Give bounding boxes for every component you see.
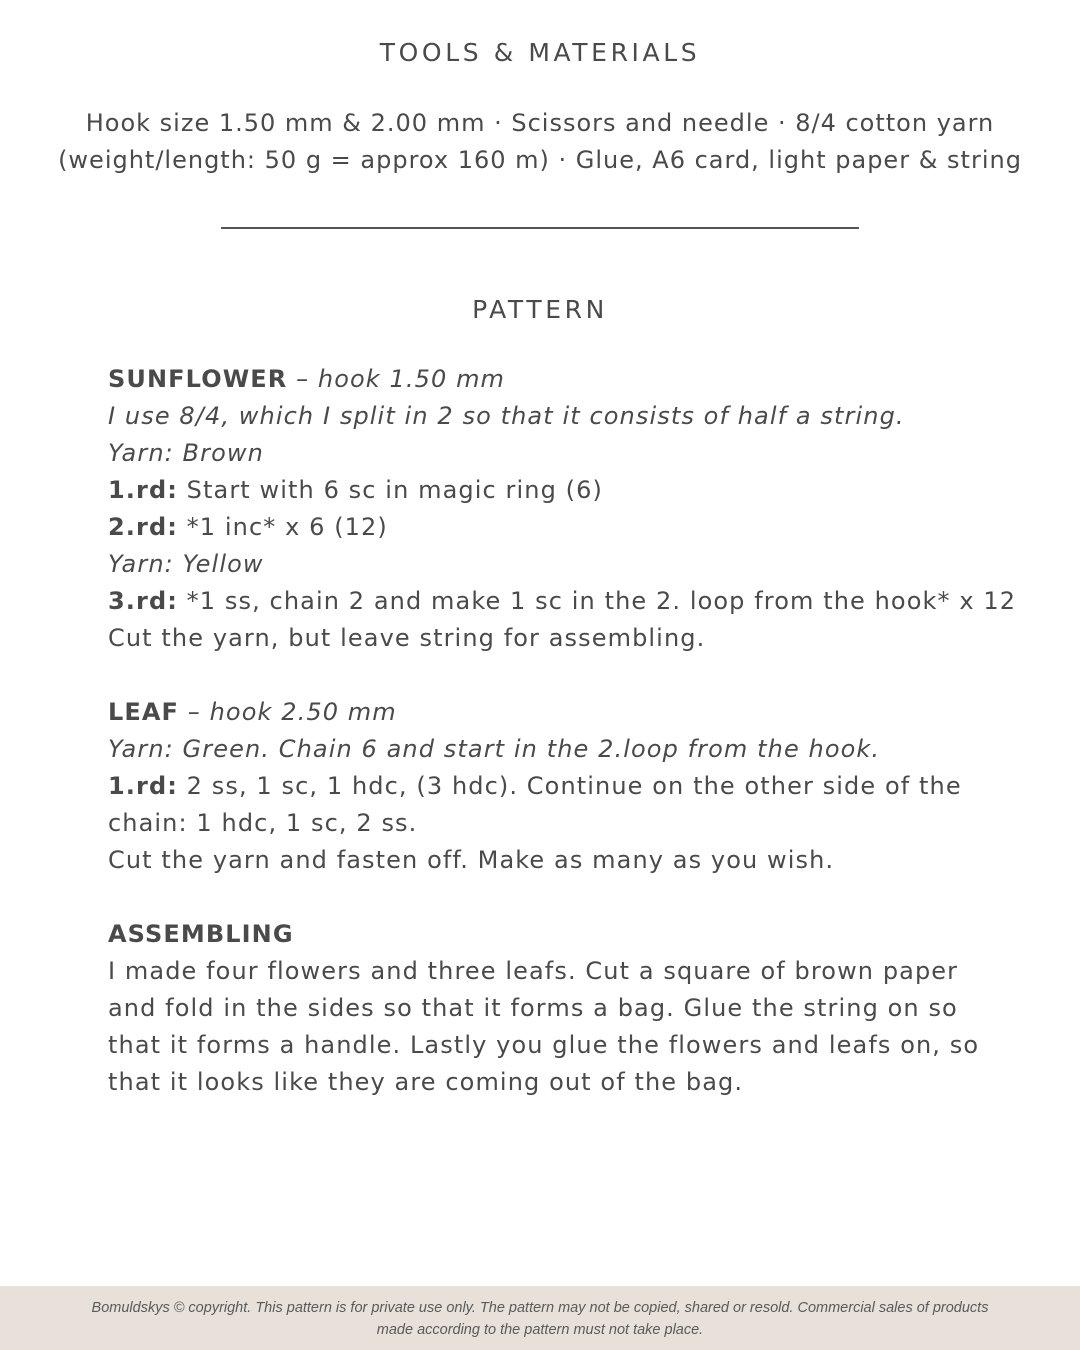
sunflower-yarn-brown: Yarn: Brown — [108, 439, 264, 467]
sunflower-round-3 — [108, 583, 1017, 620]
assembling-line: I made four flowers and three leafs. Cut a square of brown paper — [108, 957, 959, 985]
sunflower-heading-line — [108, 361, 1008, 398]
round-label: 1.rd: — [108, 476, 178, 504]
sunflower-hook: – hook 1.50 mm — [287, 365, 506, 393]
sunflower-round-2 — [108, 509, 1008, 546]
leaf-hook: – hook 2.50 mm — [179, 698, 397, 726]
copyright-line-2: made according to the pattern must not take place. — [376, 1322, 704, 1338]
copyright-text — [40, 1297, 1040, 1341]
assembling-section — [108, 916, 1008, 1101]
leaf-note: Yarn: Green. Chain 6 and start in the 2.loop from the hook. — [108, 735, 881, 763]
pattern-title: PATTERN — [472, 295, 608, 324]
sunflower-section — [108, 361, 1017, 657]
tools-line-1: Hook size 1.50 mm & 2.00 mm · Scissors and needle · 8/4 cotton yarn — [85, 109, 995, 137]
tools-materials-text — [0, 105, 1080, 179]
round-label: 3.rd: — [108, 587, 178, 615]
round-text: Start with 6 sc in magic ring (6) — [177, 476, 603, 504]
round-text: *1 inc* x 6 (12) — [177, 513, 388, 541]
assembling-line: that it looks like they are coming out of the bag. — [108, 1068, 744, 1096]
assembling-line: that it forms a handle. Lastly you glue the flowers and leafs on, so — [108, 1031, 980, 1059]
sunflower-note: I use 8/4, which I split in 2 so that it consists of half a string. — [108, 402, 905, 430]
section-divider — [221, 227, 859, 229]
sunflower-yarn-yellow: Yarn: Yellow — [108, 550, 264, 578]
round-text: *1 ss, chain 2 and make 1 sc in the 2. loop from the hook* x 12 — [177, 587, 1017, 615]
round-label: 2.rd: — [108, 513, 178, 541]
leaf-round-1-cont: chain: 1 hdc, 1 sc, 2 ss. — [108, 809, 418, 837]
leaf-finish: Cut the yarn and fasten off. Make as many as you wish. — [108, 846, 835, 874]
sunflower-round-1 — [108, 472, 1008, 509]
leaf-heading: LEAF — [108, 698, 180, 726]
round-text: 2 ss, 1 sc, 1 hdc, (3 hdc). Continue on the other side of the — [177, 772, 962, 800]
assembling-line: and fold in the sides so that it forms a bag. Glue the string on so — [108, 994, 958, 1022]
sunflower-finish: Cut the yarn, but leave string for assembling. — [108, 624, 706, 652]
leaf-round-1 — [108, 768, 1008, 805]
copyright-footer — [0, 1286, 1080, 1350]
copyright-line-1: Bomuldskys © copyright. This pattern is for private use only. The pattern may not be copied, shared or resold. Commercial sales of products — [91, 1300, 989, 1316]
leaf-section — [108, 694, 1008, 879]
round-label: 1.rd: — [108, 772, 178, 800]
tools-line-2: (weight/length: 50 g = approx 160 m) · Glue, A6 card, light paper & string — [58, 146, 1022, 174]
tools-materials-title: TOOLS & MATERIALS — [379, 38, 701, 67]
sunflower-heading: SUNFLOWER — [108, 365, 288, 393]
assembling-heading: ASSEMBLING — [108, 920, 294, 948]
leaf-heading-line — [108, 694, 1008, 731]
